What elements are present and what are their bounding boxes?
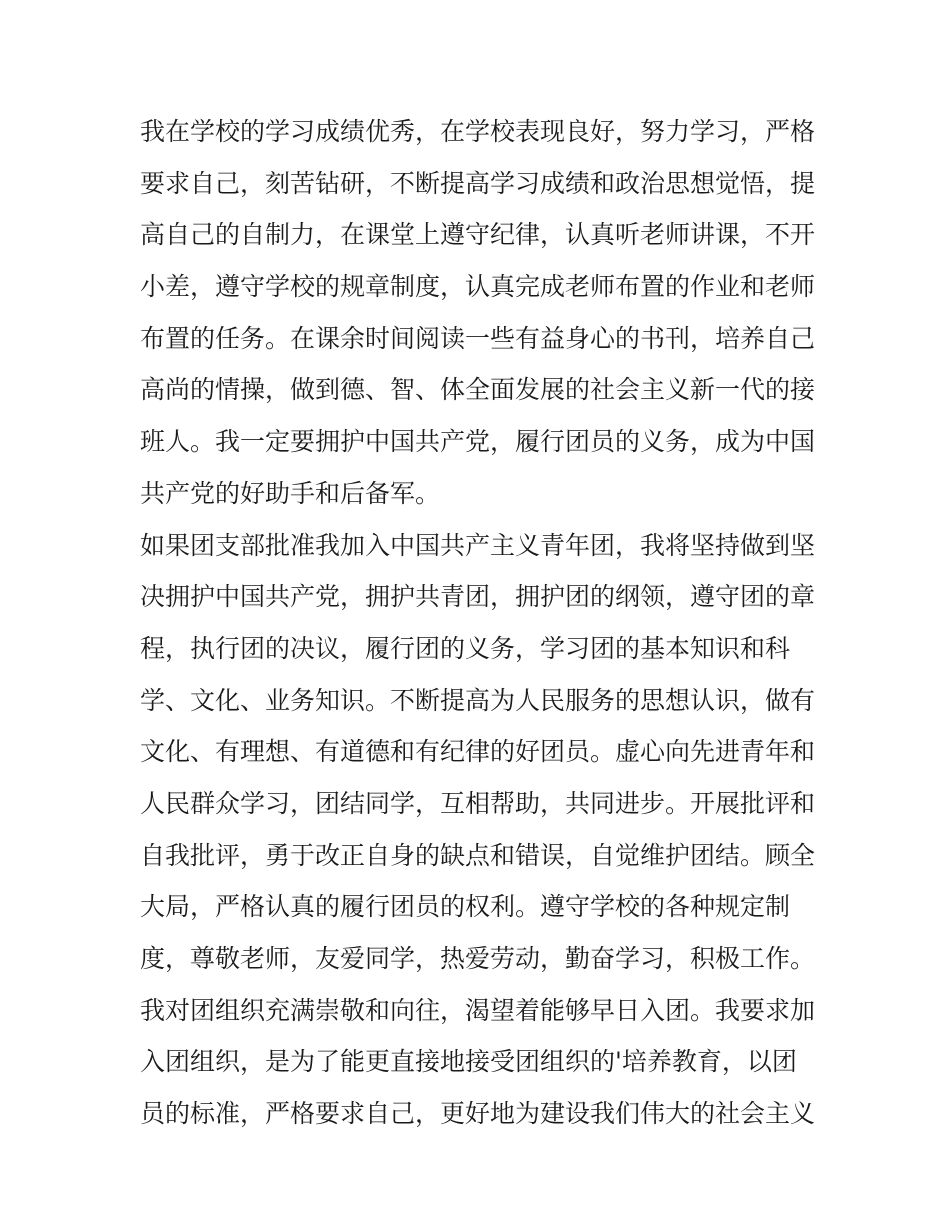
text-line: 决拥护中国共产党，拥护共青团，拥护团的纲领，遵守团的章: [140, 582, 816, 612]
text-line: 入团组织，是为了能更直接地接受团组织的'培养教育，以团: [140, 1047, 797, 1077]
text-line: 布置的任务。在课余时间阅读一些有益身心的书刊，培养自己: [140, 323, 816, 353]
text-line: 自我批评，勇于改正自身的缺点和错误，自觉维护团结。顾全: [140, 840, 816, 870]
text-line: 班人。我一定要拥护中国共产党，履行团员的义务，成为中国: [140, 427, 816, 457]
text-line: 学、文化、业务知识。不断提高为人民服务的思想认识，做有: [140, 685, 816, 715]
text-line: 共产党的好助手和后备军。: [140, 478, 441, 508]
text-line: 我在学校的学习成绩优秀，在学校表现良好，努力学习，严格: [140, 117, 816, 146]
text-line: 员的标准，严格要求自己，更好地为建设我们伟大的社会主义: [140, 1099, 816, 1129]
text-line: 小差，遵守学校的规章制度，认真完成老师布置的作业和老师: [140, 272, 816, 302]
body-text: [140, 106, 820, 1140]
text-line: 高尚的情操，做到德、智、体全面发展的社会主义新一代的接: [140, 375, 816, 405]
text-line: 要求自己，刻苦钻研，不断提高学习成绩和政治思想觉悟，提: [140, 168, 816, 198]
text-line: 如果团支部批准我加入中国共产主义青年团，我将坚持做到坚: [140, 530, 816, 560]
text-line: 高自己的自制力，在课堂上遵守纪律，认真听老师讲课，不开: [140, 220, 816, 250]
text-line: 大局，严格认真的履行团员的权利。遵守学校的各种规定制: [140, 892, 791, 922]
text-line: 度，尊敬老师，友爱同学，热爱劳动，勤奋学习，积极工作。: [140, 944, 816, 973]
text-line: 程，执行团的决议，履行团的义务，学习团的基本知识和科: [140, 633, 791, 663]
text-line: 我对团组织充满崇敬和向往，渴望着能够早日入团。我要求加: [140, 995, 816, 1025]
text-line: 人民群众学习，团结同学，互相帮助，共同进步。开展批评和: [140, 788, 816, 818]
text-line: 文化、有理想、有道德和有纪律的好团员。虚心向先进青年和: [140, 737, 816, 767]
